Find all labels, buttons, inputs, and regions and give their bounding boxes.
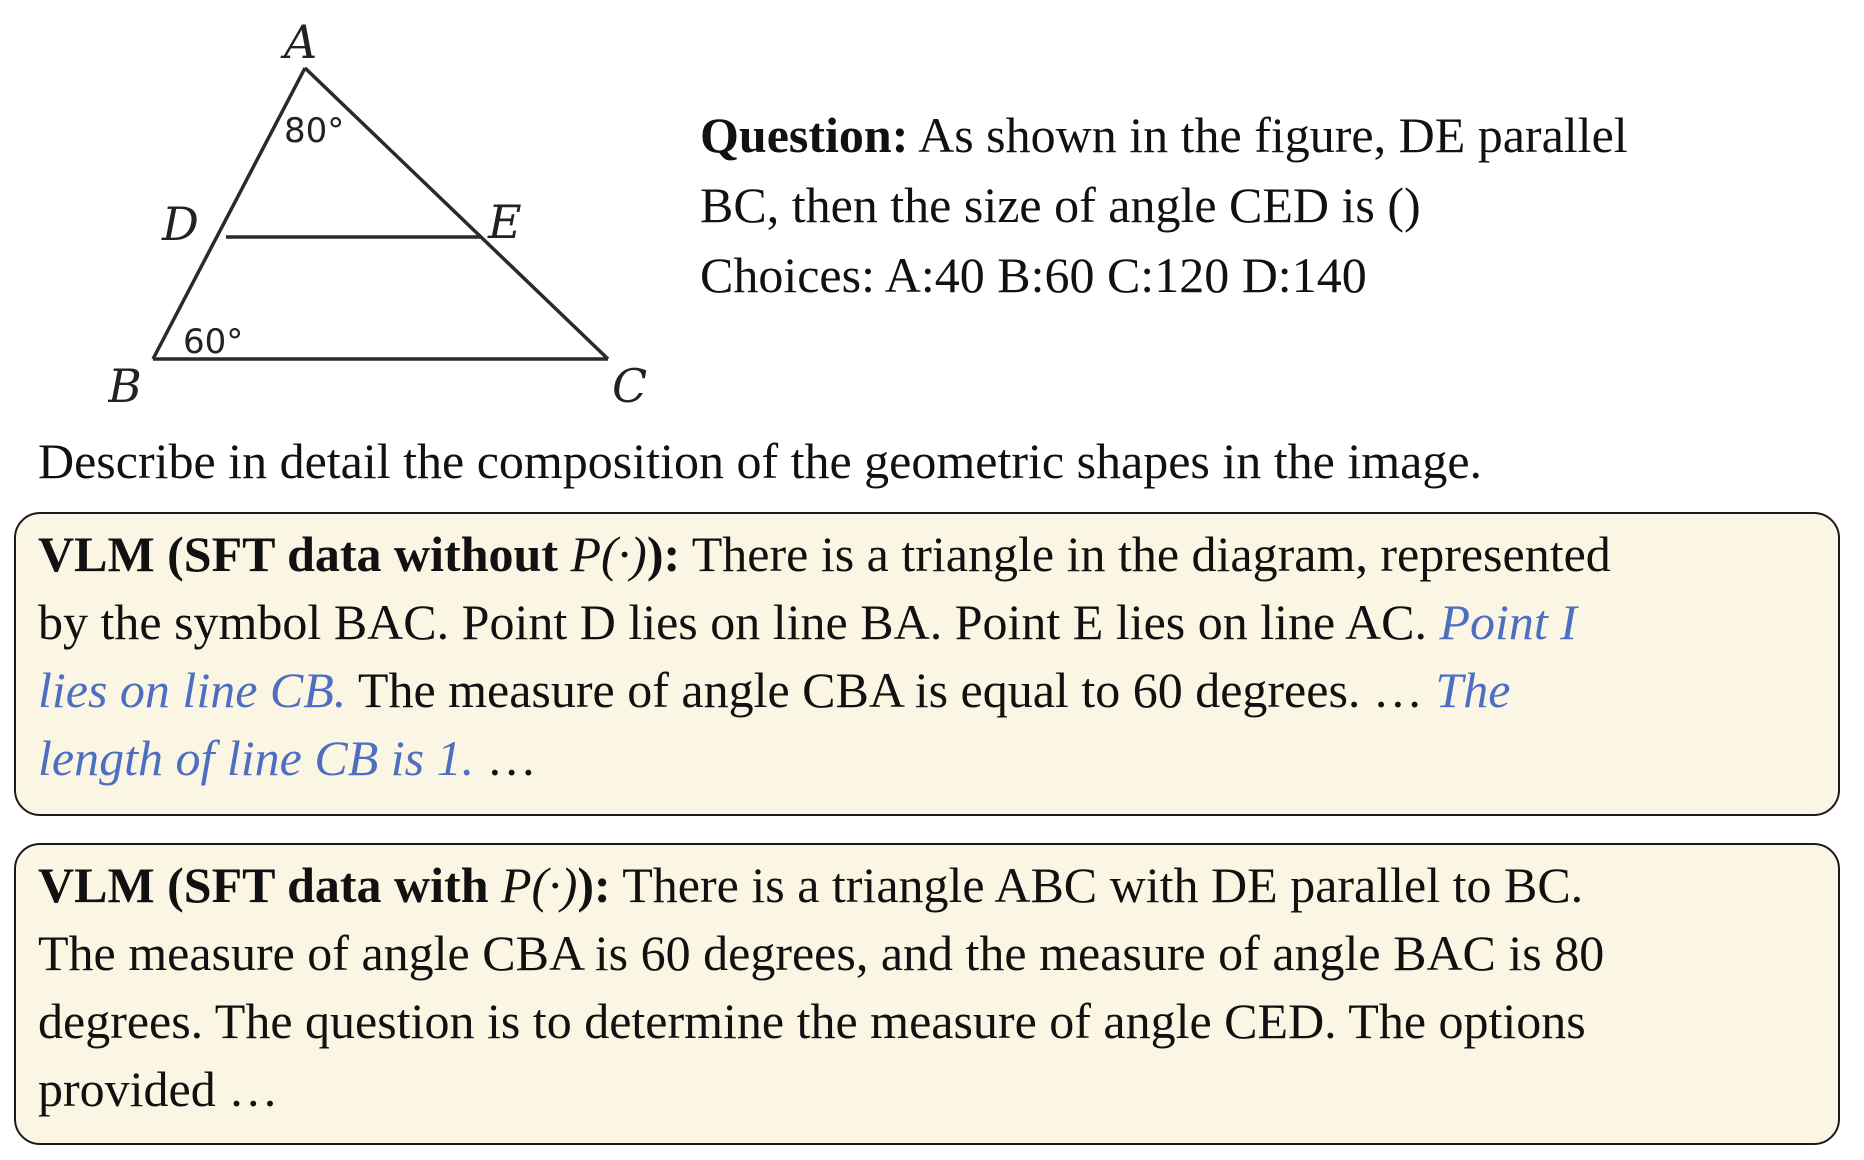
question-choices: Choices: A:40 B:60 C:120 D:140 (700, 247, 1367, 303)
answer-without-line-3: lies on line CB. The measure of angle CBA is equal to 60 degrees. … The (38, 662, 1511, 718)
point-label-d: D (162, 197, 199, 251)
question-text (700, 100, 1850, 310)
question-line-2: BC, then the size of angle CED is () (700, 177, 1421, 233)
angle-label-a: 80° (284, 111, 345, 151)
answer-with-line-2: The measure of angle CBA is 60 degrees, and the measure of angle BAC is 80 (38, 925, 1605, 981)
answer-without-label: VLM (SFT data without P(·)): (38, 526, 681, 582)
hallucination-highlight: The (1435, 662, 1511, 718)
answer-without-line-1: VLM (SFT data without P(·)): There is a triangle in the diagram, represented (38, 526, 1611, 582)
hallucination-highlight: lies on line CB. (38, 662, 347, 718)
answer-with-label: VLM (SFT data with P(·)): (38, 857, 611, 913)
answer-without-line-4: length of line CB is 1. … (38, 730, 537, 786)
point-label-c: C (612, 359, 648, 410)
answer-with-line-3: degrees. The question is to determine the measure of angle CED. The options (38, 993, 1586, 1049)
point-label-e: E (488, 195, 522, 249)
answer-without-line-2: by the symbol BAC. Point D lies on line BA. Point E lies on line AC. Point I (38, 594, 1577, 650)
triangle-figure (108, 20, 688, 410)
describe-prompt: Describe in detail the composition of the geometric shapes in the image. (38, 433, 1483, 489)
answer-with-line-1: VLM (SFT data with P(·)): There is a triangle ABC with DE parallel to BC. (38, 857, 1584, 913)
hallucination-highlight: length of line CB is 1. (38, 730, 475, 786)
angle-label-b: 60° (183, 322, 244, 362)
question-line-1 (700, 100, 1850, 170)
point-label-a: A (284, 20, 318, 69)
answer-box-with-p (14, 843, 1840, 1145)
point-label-b: B (108, 359, 142, 410)
answer-with-line-4: provided … (38, 1061, 279, 1117)
segment-ac (305, 68, 608, 359)
answer-box-without-p (14, 512, 1840, 816)
question-label: Question: (700, 107, 909, 163)
question-line-1-text: As shown in the figure, DE parallel (908, 107, 1628, 163)
hallucination-highlight: Point I (1439, 594, 1577, 650)
